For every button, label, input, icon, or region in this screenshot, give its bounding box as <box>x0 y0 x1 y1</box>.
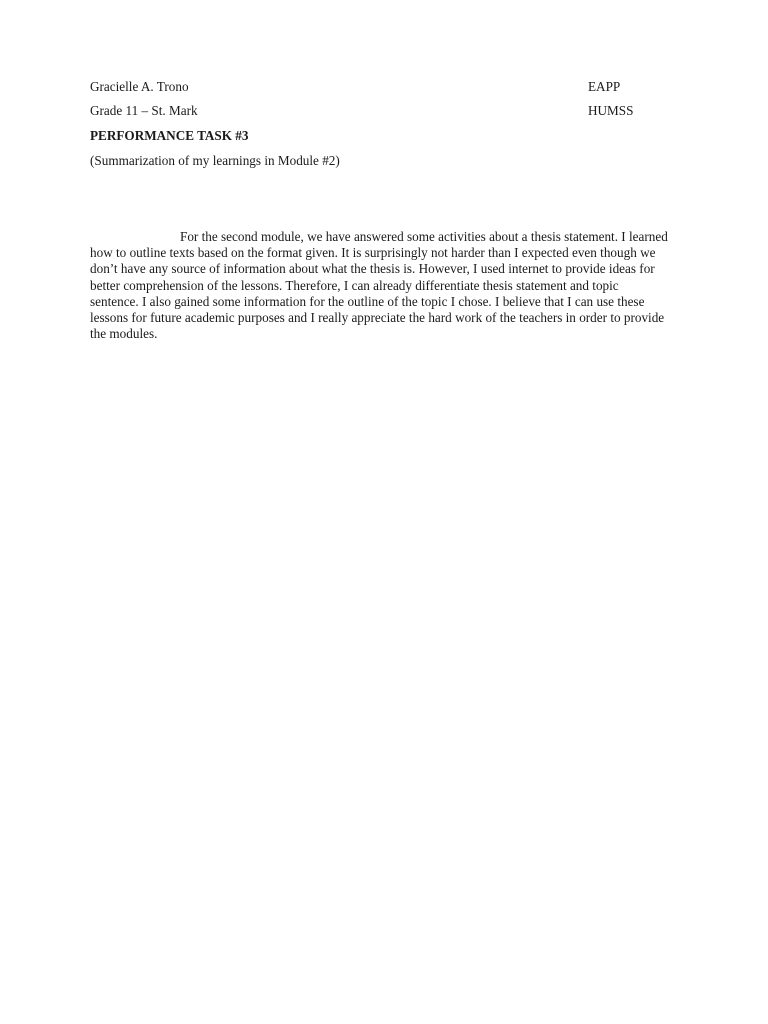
task-title: PERFORMANCE TASK #3 <box>90 128 249 143</box>
strand-label: HUMSS <box>588 103 634 118</box>
student-name: Gracielle A. Trono <box>90 79 189 94</box>
subject-label: EAPP <box>588 79 621 94</box>
grade-section: Grade 11 – St. Mark <box>90 103 198 118</box>
task-subtitle: (Summarization of my learnings in Module #2) <box>90 153 340 168</box>
summary-paragraph: For the second module, we have answered some activities about a thesis statement. I learned how to outline texts based on the format given. It is surprisingly not harder than I expected even though we don’t have any source of information about what the thesis is. However, I used internet to provide ideas for better comprehension of the lessons. Therefore, I can already differentiate thesis statement and topic sentence. I also gained some information for the outline of the topic I chose. I believe that I can use these lessons for future academic purposes and I really appreciate the hard work of the teachers in order to provide the modules. <box>90 229 668 342</box>
